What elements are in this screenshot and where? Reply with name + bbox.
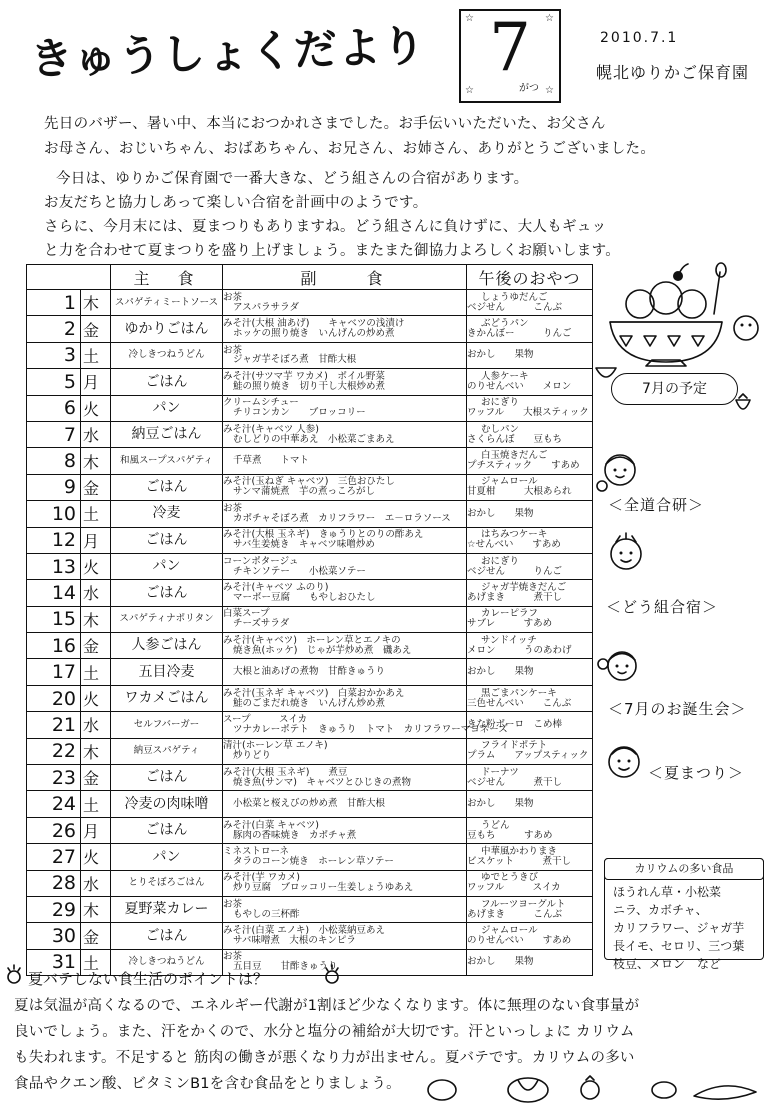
menu-side-line: みそ汁(キャベツ) ホーレン草とエノキの — [223, 634, 401, 646]
schedule-title: 7月の予定 — [611, 373, 738, 405]
menu-snack-line: おかし 果物 — [467, 507, 534, 519]
menu-day: 17 — [27, 659, 81, 685]
menu-header-row — [27, 265, 593, 290]
menu-weekday: 土 — [81, 659, 111, 685]
menu-row — [27, 553, 593, 579]
menu-day: 28 — [27, 870, 81, 896]
menu-weekday: 水 — [81, 712, 111, 738]
menu-snack-line: さくらんぼ 豆もち — [467, 433, 563, 445]
menu-snack — [467, 395, 593, 421]
menu-snack-line: のりせんべい メロン — [467, 380, 572, 392]
menu-side-line: みそ汁(白菜 エノキ) 小松菜納豆あえ — [223, 925, 386, 937]
menu-side-line: 白菜スープ — [223, 608, 270, 620]
menu-side-line: 鮭の照り焼き 切り干し大根炒め煮 — [233, 380, 386, 392]
menu-side-dish — [223, 474, 467, 500]
tips-heading: 夏バテしない食生活のポイントは？ — [28, 970, 269, 988]
menu-row — [27, 501, 593, 527]
menu-row — [27, 870, 593, 896]
menu-snack — [467, 474, 593, 500]
menu-weekday: 水 — [81, 421, 111, 447]
menu-side-line: みそ汁(キャベツ 人参) — [223, 423, 319, 435]
menu-side-dish — [223, 817, 467, 843]
menu-snack — [467, 738, 593, 764]
menu-day: 29 — [27, 896, 81, 922]
menu-side-line: みそ汁(玉ねぎ キャベツ) 三色おひたし — [223, 476, 395, 488]
menu-snack-line: おかし 果物 — [467, 666, 534, 678]
menu-side-dish — [223, 395, 467, 421]
menu-weekday: 水 — [81, 580, 111, 606]
star-icon: ☆ — [545, 85, 554, 96]
menu-day: 5 — [27, 369, 81, 395]
menu-side-dish — [223, 580, 467, 606]
menu-weekday: 木 — [81, 448, 111, 474]
menu-staple: 冷麦の肉味噌 — [111, 791, 223, 817]
menu-staple: 冷麦 — [111, 501, 223, 527]
menu-side-line: お茶 — [223, 291, 243, 303]
menu-side-line: ジャガ芋そぼろ煮 甘酢大根 — [233, 354, 357, 366]
menu-snack-line: はちみつケーキ — [481, 529, 548, 541]
header-date-cell — [27, 265, 111, 290]
menu-snack — [467, 448, 593, 474]
menu-side-line: みそ汁(大根 玉ネギ) 煮豆 — [223, 766, 348, 778]
menu-snack-line: ゆでとうきび — [481, 872, 539, 884]
header-side: 副 食 — [223, 265, 467, 290]
menu-staple: ごはん — [111, 474, 223, 500]
menu-snack — [467, 817, 593, 843]
menu-side-line: 千草煮 トマト — [233, 455, 310, 467]
month-box — [459, 9, 561, 103]
menu-snack-line: のりせんべい すあめ — [467, 935, 572, 947]
menu-side-dish — [223, 421, 467, 447]
menu-snack — [467, 949, 593, 975]
menu-side-line: ミネストローネ — [223, 845, 290, 857]
menu-staple: スパゲティミートソース — [111, 290, 223, 316]
star-icon: ☆ — [465, 13, 474, 24]
menu-row — [27, 580, 593, 606]
menu-staple: スパゲティナポリタン — [111, 606, 223, 632]
menu-day: 15 — [27, 606, 81, 632]
menu-day: 9 — [27, 474, 81, 500]
menu-snack-line: ジャムロール — [481, 925, 538, 937]
menu-side-line: サバ味噌煮 大根のキンピラ — [233, 935, 356, 947]
menu-weekday: 土 — [81, 501, 111, 527]
menu-side-line: 炒りどり — [233, 750, 272, 762]
sparkle-icon — [322, 964, 342, 986]
tips-line: も失われます。不足すると 筋肉の働きが悪くなり力が出ません。夏バテです。カリウムの多い — [14, 1050, 635, 1066]
menu-snack-line: ベジせん こんぶ — [467, 301, 563, 313]
menu-side-dish — [223, 606, 467, 632]
menu-side-dish — [223, 369, 467, 395]
menu-snack-line: 白玉焼きだんご — [481, 450, 548, 462]
menu-snack-line: ドーナツ — [481, 766, 519, 778]
menu-weekday: 火 — [81, 844, 111, 870]
menu-snack-line: おにぎり — [481, 397, 520, 409]
menu-row — [27, 791, 593, 817]
vegetables-illustration — [424, 1074, 764, 1104]
menu-staple: ごはん — [111, 369, 223, 395]
menu-side-line: カボチャそぼろ煮 カリフラワー エ－ロラソース — [233, 512, 451, 524]
menu-snack — [467, 844, 593, 870]
menu-side-line: 炒り豆腐 ブロッコリー生姜しょうゆあえ — [233, 882, 414, 894]
menu-snack — [467, 791, 593, 817]
menu-side-line: チーズサラダ — [233, 618, 290, 630]
menu-staple: 冷しきつねうどん — [111, 342, 223, 368]
menu-snack — [467, 870, 593, 896]
menu-snack-line: 人参ケーキ — [481, 370, 529, 382]
menu-staple: 五目冷麦 — [111, 659, 223, 685]
menu-row — [27, 633, 593, 659]
menu-row — [27, 395, 593, 421]
menu-side-line: 鮭のごまだれ焼き いんげん炒め煮 — [233, 697, 386, 709]
menu-side-line: 豚肉の香味焼き カボチャ煮 — [233, 829, 357, 841]
menu-side-dish — [223, 765, 467, 791]
menu-row — [27, 712, 593, 738]
menu-day: 31 — [27, 949, 81, 975]
menu-weekday: 金 — [81, 474, 111, 500]
menu-side-line: 清汁(ホーレン草 エノキ) — [223, 740, 328, 752]
menu-side-line: むしどりの中華あえ 小松菜ごまあえ — [233, 433, 395, 445]
intro-line: 今日は、ゆりかご保育園で一番大きな、どう組さんの合宿があります。 — [56, 171, 529, 187]
month-number: 7 — [489, 9, 531, 86]
menu-row — [27, 685, 593, 711]
child-face-icon — [604, 740, 644, 784]
menu-weekday: 木 — [81, 606, 111, 632]
menu-day: 7 — [27, 421, 81, 447]
menu-side-line: みそ汁(サツマ芋 ワカメ) ボイル野菜 — [223, 370, 385, 382]
menu-staple: 和風スープスパゲティ — [111, 448, 223, 474]
menu-snack-line: ジャガ芋焼きだんご — [481, 582, 567, 594]
menu-day: 3 — [27, 342, 81, 368]
menu-side-line: ツナカレーポテト きゅうり トマト カリフラワーマヨネーズ — [233, 723, 508, 735]
menu-snack — [467, 527, 593, 553]
menu-snack-line: サンドイッチ — [481, 634, 537, 646]
menu-snack-line: 黒ごまパンケーキ — [481, 687, 557, 699]
menu-side-dish — [223, 342, 467, 368]
menu-snack-line: ベジせん 煮干し — [467, 776, 563, 788]
star-icon: ☆ — [545, 13, 554, 24]
menu-weekday: 月 — [81, 817, 111, 843]
menu-snack-line: 甘夏柑 大根あられ — [467, 486, 572, 498]
menu-side-dish — [223, 527, 467, 553]
menu-staple: パン — [111, 553, 223, 579]
menu-snack-line: おかし 果物 — [467, 798, 534, 810]
menu-snack — [467, 685, 593, 711]
menu-day: 22 — [27, 738, 81, 764]
menu-weekday: 火 — [81, 553, 111, 579]
menu-weekday: 火 — [81, 395, 111, 421]
menu-side-dish — [223, 685, 467, 711]
menu-snack-line: ☆せんべい すあめ — [467, 539, 561, 551]
menu-row — [27, 606, 593, 632]
menu-snack — [467, 633, 593, 659]
menu-side-line: チリコンカン ブロッコリー — [233, 407, 366, 419]
menu-snack — [467, 765, 593, 791]
menu-row — [27, 369, 593, 395]
menu-side-line: お茶 — [223, 898, 243, 910]
menu-snack-line: おかし 果物 — [467, 956, 534, 968]
menu-side-line: サンマ蒲焼煮 芋の煮っころがし — [233, 486, 376, 498]
issue-date: 2010.7.1 — [600, 30, 679, 46]
menu-day: 23 — [27, 765, 81, 791]
menu-side-dish — [223, 316, 467, 342]
menu-row — [27, 316, 593, 342]
menu-day: 10 — [27, 501, 81, 527]
schedule-item: ＜7月のお誕生会＞ — [608, 700, 747, 718]
menu-side-line: みそ汁(玉ネギ キャベツ) 白菜おかかあえ — [223, 687, 405, 699]
menu-weekday: 火 — [81, 685, 111, 711]
menu-staple: 夏野菜カレー — [111, 896, 223, 922]
menu-staple: セルフバーガー — [111, 712, 223, 738]
strawberry-icon — [732, 392, 754, 416]
menu-snack-line: ワッフル スイカ — [467, 882, 561, 894]
menu-snack-line: ワッフル 大根スティック — [467, 407, 589, 419]
menu-row — [27, 844, 593, 870]
menu-day: 1 — [27, 290, 81, 316]
menu-snack-line: おかし 果物 — [467, 349, 534, 361]
menu-staple: ごはん — [111, 817, 223, 843]
menu-snack-line: フライドポテト — [481, 740, 548, 752]
menu-row — [27, 448, 593, 474]
menu-side-line: クリームシチュー — [223, 397, 299, 409]
menu-snack — [467, 553, 593, 579]
menu-side-line: みそ汁(キャベツ ふのり) — [223, 582, 329, 594]
menu-weekday: 木 — [81, 896, 111, 922]
menu-snack-line: プラム アップスティック — [467, 750, 589, 762]
menu-weekday: 月 — [81, 527, 111, 553]
menu-side-line: 焼き魚(ホッケ) じゃが芋炒め煮 磯あえ — [233, 644, 412, 656]
menu-staple: とりそぼろごはん — [111, 870, 223, 896]
menu-side-dish — [223, 844, 467, 870]
menu-staple: パン — [111, 844, 223, 870]
menu-snack-line: 三色せんべい こんぶ — [467, 697, 572, 709]
menu-side-dish — [223, 659, 467, 685]
menu-weekday: 月 — [81, 369, 111, 395]
menu-snack-line: きかんぼー りんご — [467, 328, 572, 340]
menu-side-dish — [223, 870, 467, 896]
menu-side-line: みそ汁(大根 玉ネギ) きゅうりとのりの酢あえ — [223, 529, 424, 541]
intro-line: お友だちと協力しあって楽しい合宿を計画中のようです。 — [44, 195, 428, 211]
intro-line: お母さん、おじいちゃん、おばあちゃん、お兄さん、お姉さん、ありがとうございました。 — [44, 141, 656, 157]
kalium-title: カリウムの多い食品 — [604, 858, 764, 880]
menu-row — [27, 817, 593, 843]
kalium-box — [604, 858, 764, 971]
menu-snack-line: しょうゆだんご — [481, 291, 548, 303]
menu-side-line: みそ汁(白菜 キャベツ) — [223, 819, 319, 831]
child-with-net-icon — [596, 644, 640, 684]
month-unit: がつ — [519, 83, 539, 94]
sparkle-icon — [4, 964, 24, 986]
menu-snack — [467, 316, 593, 342]
menu-snack-line: プチスティック すあめ — [467, 460, 580, 472]
header-staple: 主 食 — [111, 265, 223, 290]
menu-side-line: 焼き魚(サンマ) キャベツとひじきの煮物 — [233, 776, 411, 788]
menu-side-line: みそ汁(芋 ワカメ) — [223, 872, 300, 884]
menu-row — [27, 290, 593, 316]
menu-side-line: ホッケの照り焼き いんげんの炒め煮 — [233, 328, 395, 340]
menu-day: 14 — [27, 580, 81, 606]
menu-snack-line: カレーピラフ — [481, 608, 539, 620]
menu-staple: ごはん — [111, 580, 223, 606]
child-with-net-icon — [594, 446, 640, 490]
menu-weekday: 金 — [81, 316, 111, 342]
menu-snack-line: あげまき 煮干し — [467, 591, 563, 603]
menu-snack-line: ジャムロール — [481, 476, 538, 488]
menu-staple: パン — [111, 395, 223, 421]
menu-day: 6 — [27, 395, 81, 421]
schedule-item: ＜全道合研＞ — [608, 496, 705, 514]
menu-side-dish — [223, 553, 467, 579]
kalium-line: カリフラワー、ジャガ芋 — [613, 921, 745, 935]
kalium-line: 長イモ、セロリ、三つ葉 — [613, 939, 745, 953]
intro-line: さらに、今月末には、夏まつりもありますね。どう組さんに負けずに、大人もギュッ — [44, 219, 607, 235]
menu-staple: 人参ごはん — [111, 633, 223, 659]
menu-snack — [467, 896, 593, 922]
menu-row — [27, 659, 593, 685]
menu-side-line: お茶 — [223, 344, 243, 356]
menu-snack — [467, 290, 593, 316]
schedule-item: ＜どう組合宿＞ — [606, 598, 719, 616]
menu-side-line: アスパラサラダ — [233, 301, 300, 313]
menu-day: 2 — [27, 316, 81, 342]
menu-staple: ごはん — [111, 923, 223, 949]
menu-day: 13 — [27, 553, 81, 579]
kalium-line: 枝豆、メロン など — [613, 957, 722, 971]
menu-side-dish — [223, 738, 467, 764]
menu-day: 27 — [27, 844, 81, 870]
menu-staple: 冷しきつねうどん — [111, 949, 223, 975]
menu-snack-line: うどん — [481, 819, 510, 831]
menu-row — [27, 527, 593, 553]
menu-weekday: 水 — [81, 870, 111, 896]
menu-snack-line: 中華風かわりまき — [481, 845, 558, 857]
menu-day: 30 — [27, 923, 81, 949]
menu-weekday: 金 — [81, 923, 111, 949]
kalium-list — [613, 883, 759, 973]
star-icon: ☆ — [465, 85, 474, 96]
menu-side-line: スープ スイカ — [223, 713, 308, 725]
intro-line: 先日のバザー、暑い中、本当におつかれさまでした。お手伝いいただいた、お父さん — [44, 116, 606, 132]
menu-side-dish — [223, 448, 467, 474]
school-name: 幌北ゆりかご保育園 — [596, 63, 750, 82]
dessert-illustration — [596, 262, 766, 372]
menu-row — [27, 421, 593, 447]
watermelon-icon — [594, 364, 618, 384]
menu-side-line: もやしの三杯酢 — [233, 908, 300, 920]
menu-snack-line: あげまき こんぶ — [467, 908, 563, 920]
menu-weekday: 木 — [81, 290, 111, 316]
menu-side-dish — [223, 791, 467, 817]
menu-side-dish — [223, 290, 467, 316]
menu-side-dish — [223, 633, 467, 659]
menu-side-dish — [223, 501, 467, 527]
menu-snack — [467, 421, 593, 447]
menu-side-line: みそ汁(大根 油あげ) キャベツの浅漬け — [223, 318, 405, 330]
menu-row — [27, 342, 593, 368]
kalium-line: ほうれん草・小松菜 — [613, 885, 722, 899]
kalium-line: ニラ、カボチャ、 — [613, 903, 708, 917]
menu-side-line: 五目豆 甘酢きゅうり — [233, 961, 338, 973]
menu-snack-line: むしパン — [481, 423, 520, 435]
menu-snack-line: ぶどうパン — [481, 318, 529, 330]
menu-side-line: 大根と油あげの煮物 甘酢きゅうり — [233, 666, 386, 678]
menu-side-line: タラのコーン焼き ホーレン草ソテー — [233, 855, 394, 867]
menu-weekday: 木 — [81, 738, 111, 764]
menu-snack-line: 豆もち すあめ — [467, 829, 553, 841]
menu-side-line: サバ生姜焼き キャベツ味噌炒め — [233, 539, 375, 551]
menu-weekday: 土 — [81, 949, 111, 975]
menu-weekday: 土 — [81, 791, 111, 817]
menu-staple: ゆかりごはん — [111, 316, 223, 342]
header-snack: 午後のおやつ — [467, 265, 593, 290]
child-face-icon — [606, 532, 646, 576]
tips-line: 夏は気温が高くなるので、エネルギー代謝が1割ほど少なくなります。体に無理のない食事量が — [14, 998, 640, 1014]
menu-day: 20 — [27, 685, 81, 711]
menu-staple: 納豆ごはん — [111, 421, 223, 447]
menu-row — [27, 896, 593, 922]
tips-line: 食品やクエン酸、ビタミンB1を含む食品をとりましょう。 — [14, 1076, 401, 1092]
menu-side-line: お茶 — [223, 502, 243, 514]
menu-staple: ワカメごはん — [111, 685, 223, 711]
schedule-item: ＜夏まつり＞ — [648, 764, 745, 782]
menu-snack-line: サブレ すあめ — [467, 618, 553, 630]
menu-snack — [467, 580, 593, 606]
menu-day: 26 — [27, 817, 81, 843]
menu-table — [26, 264, 593, 976]
menu-snack-line: おにぎり — [481, 555, 520, 567]
menu-weekday: 金 — [81, 633, 111, 659]
menu-side-line: チキンソテー 小松菜ソテー — [233, 565, 366, 577]
menu-weekday: 土 — [81, 342, 111, 368]
menu-weekday: 金 — [81, 765, 111, 791]
menu-row — [27, 474, 593, 500]
menu-day: 24 — [27, 791, 81, 817]
menu-snack — [467, 342, 593, 368]
menu-snack — [467, 606, 593, 632]
menu-snack-line: メロン うのあわげ — [467, 644, 572, 656]
menu-side-dish — [223, 712, 508, 738]
menu-snack-line: きな粉ボーロ こめ棒 — [467, 718, 563, 730]
menu-staple: ごはん — [111, 765, 223, 791]
menu-day: 8 — [27, 448, 81, 474]
menu-staple: 納豆スパゲティ — [111, 738, 223, 764]
menu-day: 12 — [27, 527, 81, 553]
menu-side-line: お茶 — [223, 951, 243, 963]
menu-snack-line: ビスケット 煮干し — [467, 855, 572, 867]
intro-line: と力を合わせて夏まつりを盛り上げましょう。またまた御協力よろしくお願いします。 — [44, 243, 621, 259]
menu-row — [27, 923, 593, 949]
menu-snack — [467, 659, 593, 685]
menu-row — [27, 765, 593, 791]
menu-side-line: 小松菜と桜えびの炒め煮 甘酢大根 — [233, 798, 386, 810]
newsletter-title: きゅうしょくだより — [29, 21, 427, 86]
tips-line: 良いでしょう。また、汗をかくので、水分と塩分の補給が大切です。汗といっしょに カリウム — [14, 1024, 635, 1040]
menu-row — [27, 738, 593, 764]
menu-side-dish — [223, 896, 467, 922]
menu-snack — [467, 923, 593, 949]
menu-staple: ごはん — [111, 527, 223, 553]
menu-snack — [467, 501, 593, 527]
menu-snack-line: ベジせん りんご — [467, 565, 563, 577]
menu-side-line: マーボー豆腐 もやしおひたし — [233, 591, 376, 603]
menu-day: 21 — [27, 712, 81, 738]
menu-snack — [467, 369, 593, 395]
menu-side-dish — [223, 923, 467, 949]
menu-snack-line: フルーツヨーグルト — [481, 898, 566, 910]
menu-side-line: コーンポタージュ — [223, 555, 299, 567]
menu-day: 16 — [27, 633, 81, 659]
